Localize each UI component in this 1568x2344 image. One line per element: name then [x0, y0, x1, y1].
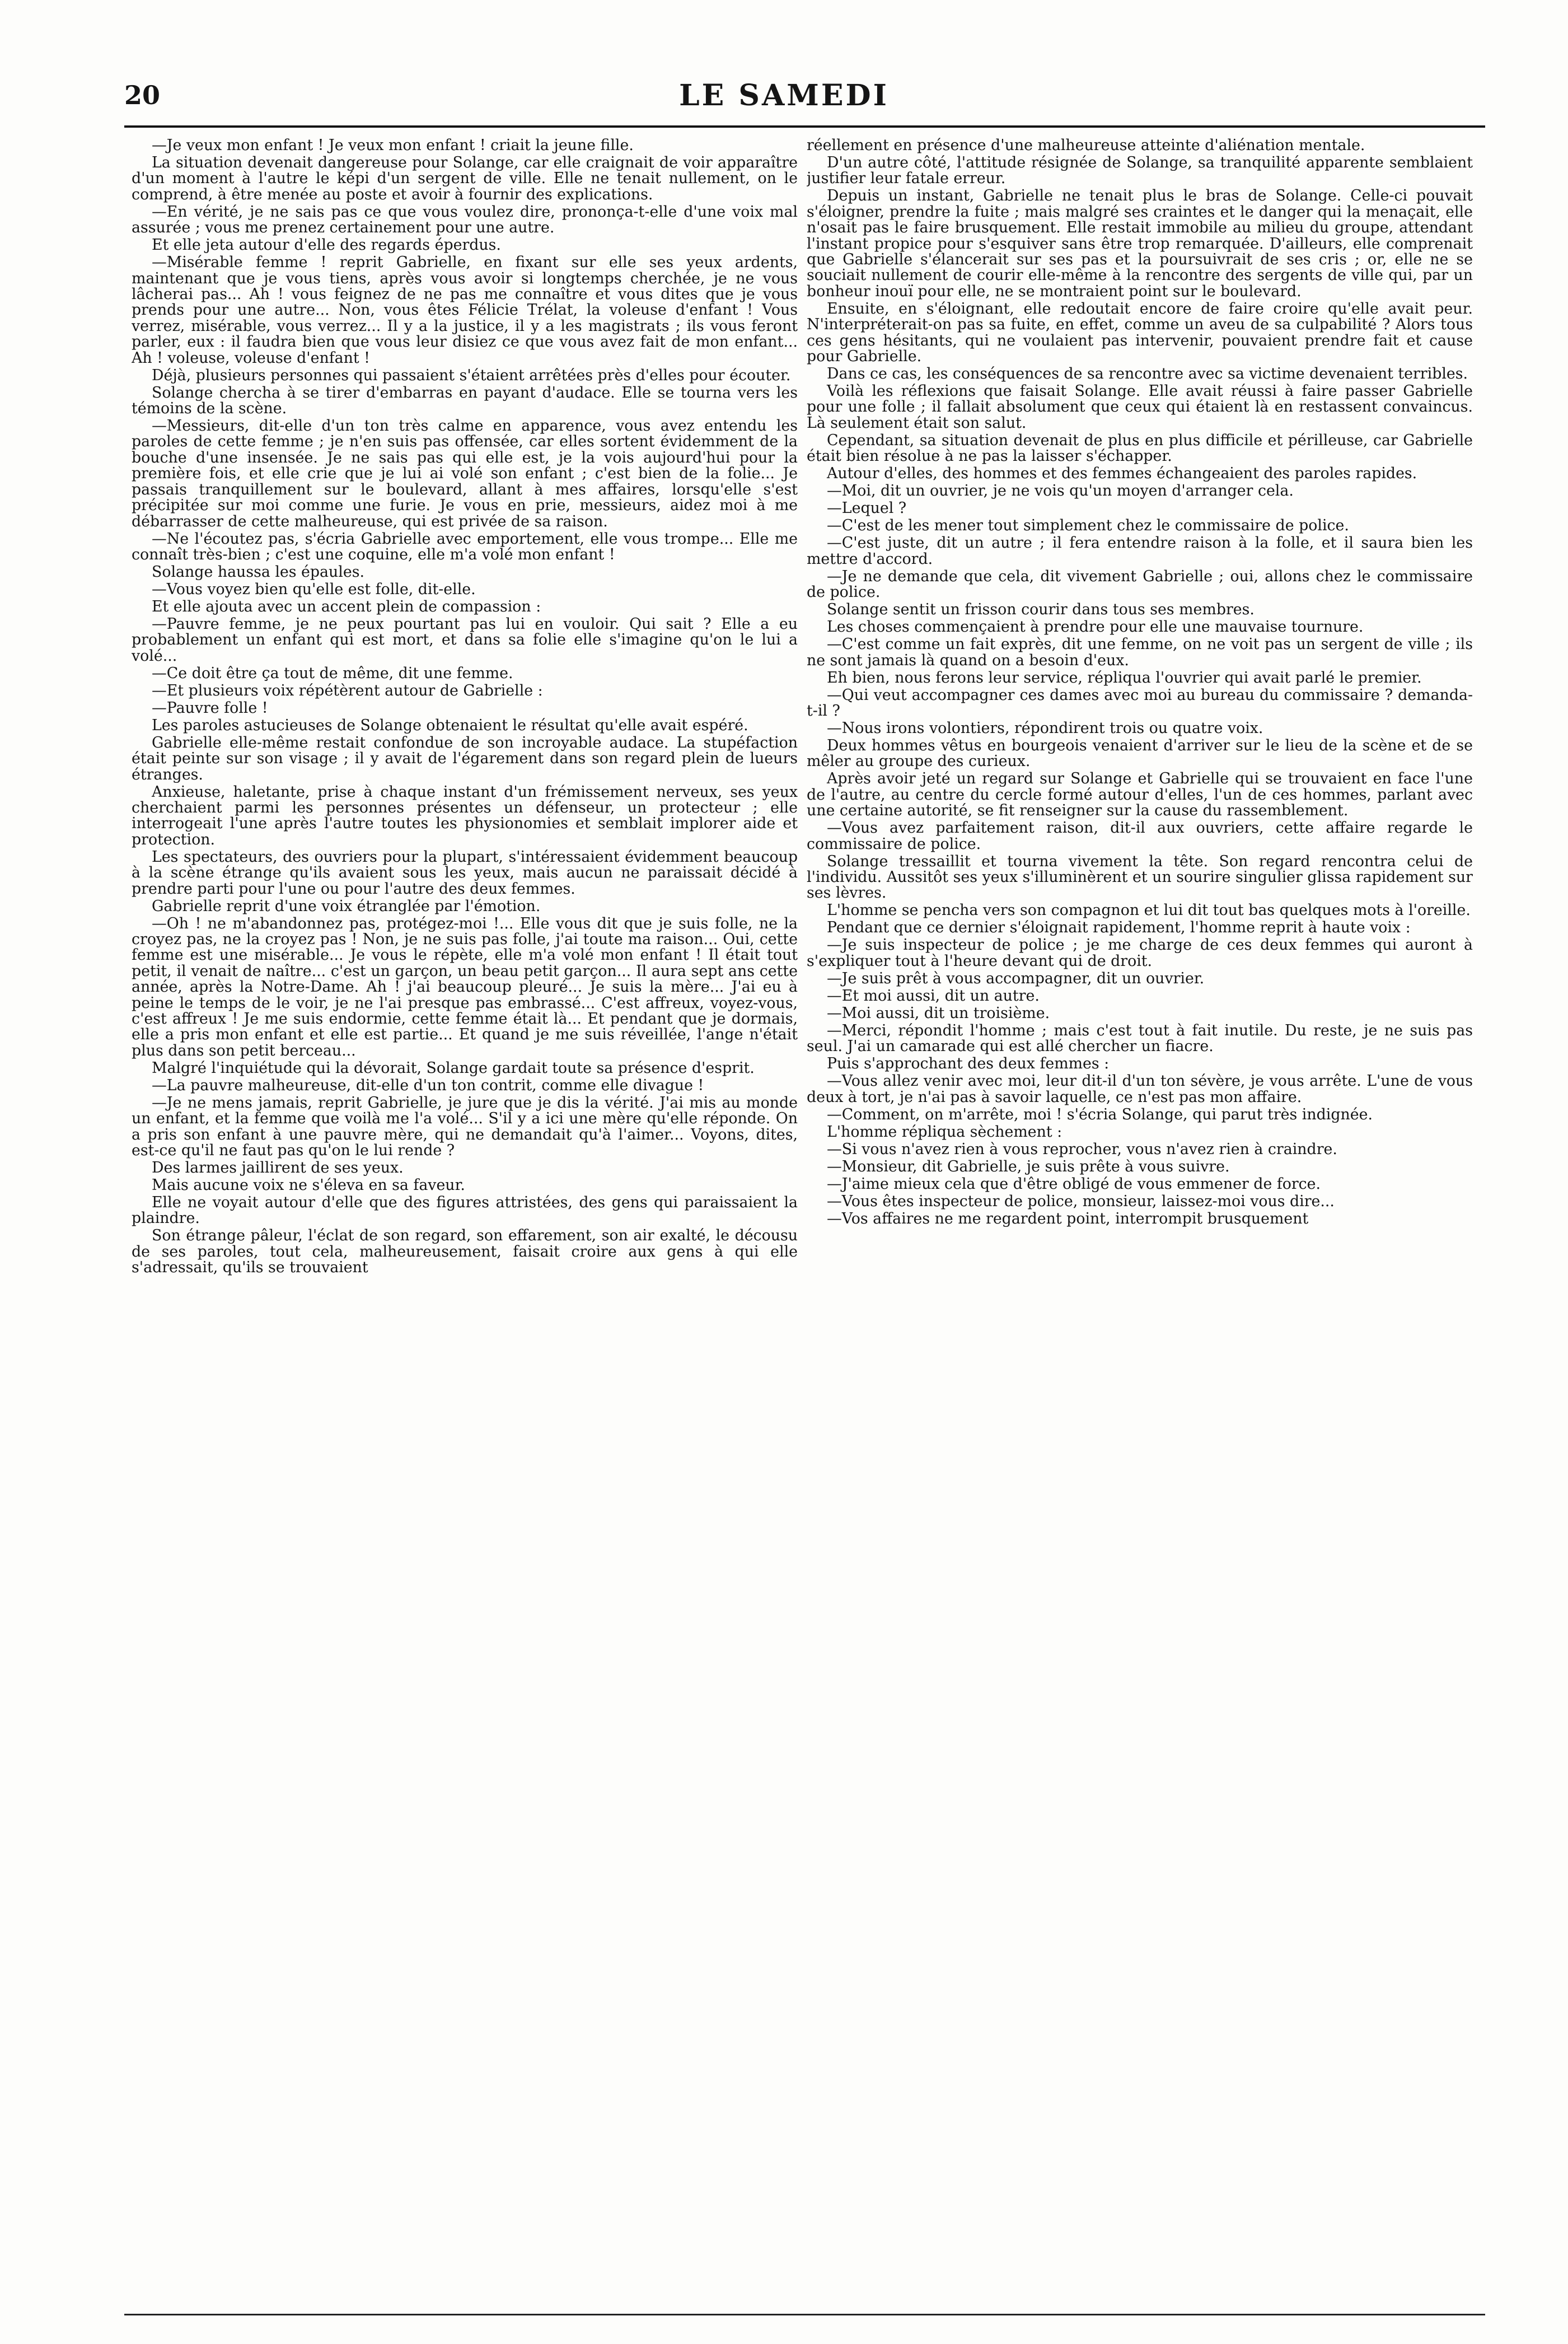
paragraph: —Qui veut accompagner ces dames avec moi au bureau du commissaire ? demanda-t-il ?: [807, 686, 1473, 720]
paragraph: —Je suis inspecteur de police ; je me charge de ces deux femmes qui auront à s'expliquer tout à l'heure devant qui de droit.: [807, 936, 1473, 970]
paragraph: Malgré l'inquiétude qui la dévorait, Solange gardait toute sa présence d'esprit.: [152, 1059, 755, 1077]
paragraph: —Monsieur, dit Gabrielle, je suis prête à vous suivre.: [827, 1157, 1230, 1175]
paragraph: —Pauvre folle !: [152, 699, 268, 717]
paragraph: —Vos affaires ne me regardent point, interrompit brusquement: [827, 1210, 1309, 1227]
paragraph: —Pauvre femme, je ne peux pourtant pas lui en vouloir. Qui sait ? Elle a eu probablement un enfant qui est mort, et dans sa folie elle s'imagine qu'on le lui a volé...: [132, 615, 798, 665]
paragraph: D'un autre côté, l'attitude résignée de Solange, sa tranquilité apparente semblaient justifier leur fatale erreur.: [807, 154, 1473, 188]
paragraph: —C'est de les mener tout simplement chez le commissaire de police.: [827, 517, 1349, 535]
paragraph: Anxieuse, haletante, prise à chaque instant d'un frémissement nerveux, ses yeux cherchaient parmi les personnes présentes un défenseur, un protecteur ; elle interrogeait l'une après l'autre toutes les physionomies et semblait implorer aide et protection.: [132, 783, 798, 848]
paragraph: Les choses commençaient à prendre pour elle une mauvaise tournure.: [827, 618, 1364, 636]
paragraph: Solange chercha à se tirer d'embarras en payant d'audace. Elle se tourna vers les témoins de la scène.: [132, 384, 798, 418]
journal-title: LE SAMEDI: [679, 78, 889, 113]
paragraph: —Oh ! ne m'abandonnez pas, protégez-moi !... Elle vous dit que je suis folle, ne la croyez pas, ne la croyez pas ! Non, je ne suis pas folle, j'ai toute ma raison... Oui, cette femme est une misérable... Je vous le répète, elle m'a volé mon enfant ! Il était tout petit, il venait de naître... c'est un garçon, un beau petit garçon... Il aura sept ans cette année, après la Notre-Dame. Ah ! j'ai beaucoup pleuré... Je suis la mère... J'ai eu à peine le temps de le voir, je ne l'ai presque pas embrassé... C'est affreux, voyez-vous, c'est affreux ! Je me suis endormie, cette femme était là... Et pendant que je dormais, elle a pris mon enfant et elle est partie... Et quand je me suis réveillée, l'ange n'était plus dans son petit berceau...: [132, 914, 798, 1059]
paragraph: Et elle jeta autour d'elle des regards éperdus.: [152, 236, 501, 254]
page-number: 20: [124, 80, 161, 110]
paragraph: Dans ce cas, les conséquences de sa rencontre avec sa victime devenaient terribles.: [827, 365, 1468, 383]
paragraph: —Misérable femme ! reprit Gabrielle, en fixant sur elle ses yeux ardents, maintenant que je vous tiens, après vous avoir si longtemps cherchée, je ne vous lâcherai pas... Ah ! vous feignez de ne pas me connaître et vous dites que je vous prends pour une autre... Non, vous êtes Félicie Trélat, la voleuse d'enfant ! Vous verrez, misérable, vous verrez... Il y a la justice, il y a les magistrats ; ils vous feront parler, eux : il faudra bien que vous leur disiez ce que vous avez fait de mon enfant... Ah ! voleuse, voleuse d'enfant !: [132, 254, 798, 367]
paragraph: —Comment, on m'arrête, moi ! s'écria Solange, qui parut très indignée.: [827, 1105, 1373, 1123]
paragraph: —J'aime mieux cela que d'être obligé de vous emmener de force.: [827, 1175, 1321, 1193]
paragraph: Eh bien, nous ferons leur service, répliqua l'ouvrier qui avait parlé le premier.: [827, 669, 1422, 687]
paragraph: —Si vous n'avez rien à vous reprocher, vous n'avez rien à craindre.: [827, 1140, 1337, 1158]
paragraph: Depuis un instant, Gabrielle ne tenait plus le bras de Solange. Celle-ci pouvait s'éloigner, prendre la fuite ; mais malgré ses craintes et le danger qui la menaçait, elle n'osait pas le faire brusquement. Elle restait immobile au milieu du groupe, attendant l'instant propice pour s'esquiver sans être trop remarquée. D'ailleurs, elle comprenait que Gabrielle s'élancerait sur ses pas et la poursuivrait de ses cris ; or, elle ne se souciait nullement de courir elle-même à la rencontre des sergents de ville qui, par un bonheur inouï pour elle, ne se montraient point sur le boulevard.: [807, 187, 1473, 300]
paragraph: —Vous allez venir avec moi, leur dit-il d'un ton sévère, je vous arrête. L'une de vous deux à tort, je n'ai pas à savoir laquelle, ce n'est pas mon affaire.: [807, 1072, 1473, 1106]
paragraph: —Ne l'écoutez pas, s'écria Gabrielle avec emportement, elle vous trompe... Elle me connaît très-bien ; c'est une coquine, elle m'a volé mon enfant !: [132, 530, 798, 563]
paragraph: Deux hommes vêtus en bourgeois venaient d'arriver sur le lieu de la scène et de se mêler au groupe des curieux.: [807, 736, 1473, 771]
paragraph: Solange haussa les épaules.: [152, 563, 364, 581]
text-column-left: [132, 138, 798, 2310]
paragraph: Cependant, sa situation devenait de plus en plus difficile et périlleuse, car Gabrielle était bien résolue à ne pas la laisser s'échapper.: [807, 431, 1473, 465]
paragraph: —Moi aussi, dit un troisième.: [827, 1004, 1050, 1022]
paragraph: —Ce doit être ça tout de même, dit une femme.: [152, 664, 513, 682]
paragraph: La situation devenait dangereuse pour Solange, car elle craignait de voir apparaître d'un moment à l'autre le képi d'un sergent de ville. Elle ne tenait nullement, on le comprend, à être menée au poste et avoir à fournir des explications.: [132, 154, 798, 203]
paragraph: —La pauvre malheureuse, dit-elle d'un ton contrit, comme elle divague !: [152, 1076, 704, 1094]
paragraph: Gabrielle reprit d'une voix étranglée par l'émotion.: [152, 897, 541, 915]
paragraph: —Merci, répondit l'homme ; mais c'est tout à fait inutile. Du reste, je ne suis pas seul. J'ai un camarade qui est allé chercher un fiacre.: [807, 1021, 1473, 1056]
paragraph: réellement en présence d'une malheureuse atteinte d'aliénation mentale.: [807, 138, 1365, 154]
paragraph: —Vous avez parfaitement raison, dit-il aux ouvriers, cette affaire regarde le commissaire de police.: [807, 819, 1473, 853]
paragraph: Solange tressaillit et tourna vivement la tête. Son regard rencontra celui de l'individu. Aussitôt ses yeux s'illuminèrent et un sourire singulier glissa rapidement sur ses lèvres.: [807, 852, 1473, 902]
paragraph: Mais aucune voix ne s'éleva en sa faveur.: [152, 1176, 465, 1194]
paragraph: —Je suis prêt à vous accompagner, dit un ouvrier.: [827, 969, 1205, 987]
paragraph: Autour d'elles, des hommes et des femmes échangeaient des paroles rapides.: [827, 465, 1417, 483]
paragraph: Déjà, plusieurs personnes qui passaient s'étaient arrêtées près d'elles pour écouter.: [152, 366, 791, 384]
paragraph: Elle ne voyait autour d'elle que des figures attristées, des gens qui paraissaient la plaindre.: [132, 1194, 798, 1227]
paragraph: —Messieurs, dit-elle d'un ton très calme en apparence, vous avez entendu les paroles de cette femme ; je n'en suis pas offensée, car elles sortent évidemment de la bouche d'une insensée. Je ne sais pas qui elle est, je la vois aujourd'hui pour la première fois, et elle crie que je lui ai volé son enfant ; c'est bien de la folie... Je passais tranquillement sur le boulevard, allant à mes affaires, lorsqu'elle s'est précipitée sur moi comme une furie. Je vous en prie, messieurs, aidez moi à me débarrasser de cette malheureuse, qui est privée de sa raison.: [132, 417, 798, 530]
text-column-right: [807, 138, 1473, 2310]
paragraph: —En vérité, je ne sais pas ce que vous voulez dire, prononça-t-elle d'une voix mal assurée ; vous me prenez certainement pour une autre.: [132, 203, 798, 237]
paragraph: L'homme répliqua sèchement :: [827, 1123, 1063, 1141]
paragraph: Ensuite, en s'éloignant, elle redoutait encore de faire croire qu'elle avait peur. N'interpréterait-on pas sa fuite, en effet, comme un aveu de sa culpabilité ? Alors tous ces gens hésitants, qui ne voulaient pas intervenir, pouvaient prendre fait et cause pour Gabrielle.: [807, 300, 1473, 366]
paragraph: —C'est juste, dit un autre ; il fera entendre raison à la folle, et il saura bien les mettre d'accord.: [807, 534, 1473, 568]
paragraph: Gabrielle elle-même restait confondue de son incroyable audace. La stupéfaction était peinte sur son visage ; il y avait de l'égarement dans son regard plein de lueurs étranges.: [132, 734, 798, 783]
paragraph: Les spectateurs, des ouvriers pour la plupart, s'intéressaient évidemment beaucoup à la scène étrange qu'ils avaient sous les yeux, mais aucun ne paraissait décidé à prendre parti pour l'une ou pour l'autre des deux femmes.: [132, 848, 798, 898]
paragraph: Après avoir jeté un regard sur Solange et Gabrielle qui se trouvaient en face l'une de l'autre, au centre du cercle formé autour d'elles, l'un de ces hommes, parlant avec une certaine autorité, se fit renseigner sur la cause du rassemblement.: [807, 770, 1473, 820]
paragraph: —Je ne mens jamais, reprit Gabrielle, je jure que je dis la vérité. J'ai mis au monde un enfant, et la femme que voilà me l'a volé... S'il y a ici une mère qu'elle réponde. On a pris son enfant à une pauvre mère, qui ne demandait qu'à l'aimer... Voyons, dites, est-ce qu'il ne faut pas qu'on le lui rende ?: [132, 1094, 798, 1160]
paragraph: —Vous êtes inspecteur de police, monsieur, laissez-moi vous dire...: [827, 1192, 1335, 1210]
header-rule: [124, 125, 1485, 128]
paragraph: —Je veux mon enfant ! Je veux mon enfant ! criait la jeune fille.: [152, 138, 634, 154]
paragraph: Les paroles astucieuses de Solange obtenaient le résultat qu'elle avait espéré.: [152, 716, 748, 734]
paragraph: —Nous irons volontiers, répondirent trois ou quatre voix.: [827, 719, 1263, 737]
paragraph: Pendant que ce dernier s'éloignait rapidement, l'homme reprit à haute voix :: [827, 919, 1411, 937]
paragraph: —Je ne demande que cela, dit vivement Gabrielle ; oui, allons chez le commissaire de police.: [807, 567, 1473, 601]
paragraph: Solange sentit un frisson courir dans tous ses membres.: [827, 601, 1255, 619]
paragraph: —Lequel ?: [827, 499, 907, 517]
paragraph: Son étrange pâleur, l'éclat de son regard, son effarement, son air exalté, le décousu de ses paroles, tout cela, malheureusement, faisait croire aux gens à qui elle s'adressait, qu'ils se trouvaient: [132, 1227, 798, 1277]
paragraph: —Vous voyez bien qu'elle est folle, dit-elle.: [152, 580, 476, 598]
paragraph: L'homme se pencha vers son compagnon et lui dit tout bas quelques mots à l'oreille.: [827, 902, 1471, 919]
paragraph: Puis s'approchant des deux femmes :: [827, 1055, 1110, 1073]
paragraph: —Moi, dit un ouvrier, je ne vois qu'un moyen d'arranger cela.: [827, 482, 1294, 500]
paragraph: Et elle ajouta avec un accent plein de compassion :: [152, 597, 541, 615]
paragraph: Voilà les réflexions que faisait Solange. Elle avait réussi à faire passer Gabrielle pour une folle ; il fallait absolument que ceux qui étaient là en restassent convaincus. Là seulement était son salut.: [807, 382, 1473, 432]
paragraph: —C'est comme un fait exprès, dit une femme, on ne voit pas un sergent de ville ; ils ne sont jamais là quand on a besoin d'eux.: [807, 636, 1473, 669]
bottom-rule: [124, 2314, 1485, 2315]
paragraph: —Et plusieurs voix répétèrent autour de Gabrielle :: [152, 681, 543, 699]
paragraph: —Et moi aussi, dit un autre.: [827, 987, 1040, 1005]
paragraph: Des larmes jaillirent de ses yeux.: [152, 1159, 404, 1177]
